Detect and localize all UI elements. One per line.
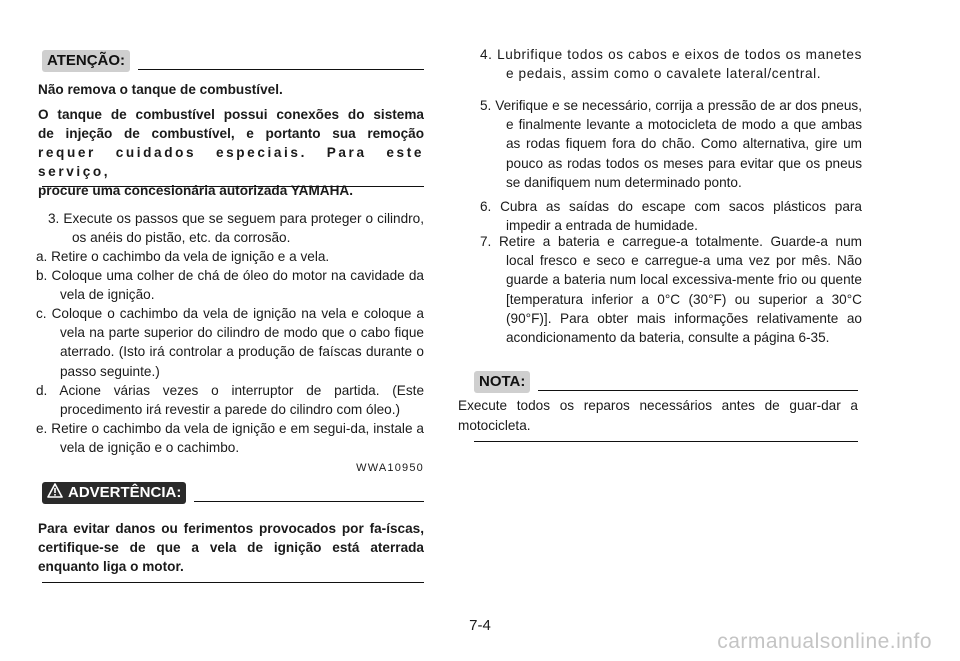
step-b: b. Coloque uma colher de chá de óleo do motor na cavidade da vela de ignição.	[36, 268, 424, 303]
attention-body-line: procure uma concesionária autorizada YAMAHA.	[38, 183, 354, 198]
attention-label: ATENÇÃO:	[42, 50, 130, 72]
attention-body-line: requer cuidados especiais. Para este serviço,	[38, 145, 424, 179]
step-4: 4. Lubrifique todos os cabos e eixos de todos os manetes e pedais, assim como o cavalete lateral/central.	[480, 47, 862, 82]
attention-title: Não remova o tanque de combustível.	[38, 82, 283, 97]
step-d: d. Acione várias vezes o interruptor de partida. (Este procedimento irá revestir a parede do cilindro com óleo.)	[36, 383, 424, 418]
warning-label: ADVERTÊNCIA:	[68, 484, 182, 501]
watermark: carmanualsonline.info	[717, 630, 932, 653]
warning-label-badge	[42, 482, 186, 504]
warning-header	[42, 482, 424, 504]
warning-code: WWA10950	[356, 462, 424, 474]
step-c: c. Coloque o cachimbo da vela de ignição na vela e coloque a vela na parte superior do cilindro de modo que o cabo fique aterrado. (Isto irá controlar a produção de faíscas durante o passo seguinte.)	[36, 306, 424, 379]
page-number: 7-4	[469, 617, 491, 634]
attention-body-line: de injeção de combustível, e portanto sua remoção	[38, 126, 424, 141]
attention-end-rule	[42, 186, 424, 187]
attention-header	[42, 50, 424, 72]
note-header-rule	[538, 390, 858, 391]
note-label: NOTA:	[474, 371, 530, 393]
step-6: 6. Cubra as saídas do escape com sacos plásticos para impedir a entrada de humidade.	[480, 199, 862, 234]
step-e: e. Retire o cachimbo da vela de ignição e em segui-da, instale a vela de ignição e o cachimbo.	[36, 421, 424, 456]
attention-body-line: O tanque de combustível possui conexões do sistema	[38, 107, 424, 122]
note-end-rule	[474, 441, 858, 442]
step-3: 3. Execute os passos que se seguem para proteger o cilindro, os anéis do pistão, etc. da corrosão.	[48, 211, 424, 246]
note-body: Execute todos os reparos necessários antes de guar-dar a motocicleta.	[458, 398, 858, 433]
warning-header-rule	[194, 501, 424, 502]
attention-header-rule	[138, 69, 424, 70]
warning-end-rule	[42, 582, 424, 583]
note-header	[474, 371, 858, 393]
warning-triangle-icon	[47, 483, 63, 498]
warning-body: Para evitar danos ou ferimentos provocados por fa-íscas, certifique-se de que a vela de ignição está aterrada enquanto liga o motor.	[38, 521, 424, 574]
step-7: 7. Retire a bateria e carregue-a totalmente. Guarde-a num local fresco e seco e carregue-a uma vez por mês. Não guarde a bateria num local excessiva-mente frio ou quente [temperatura inferior a 0°C (30°F) ou superior a 30°C (90°F)]. Para obter mais informações relativamente ao acondicionamento da bateria, consulte a página 6-35.	[480, 234, 862, 346]
step-5: 5. Verifique e se necessário, corrija a pressão de ar dos pneus, e finalmente levante a motocicleta de modo a que ambas as rodas fiquem fora do chão. Como alternativa, gire um pouco as rodas todos os meses para evitar que os pneus se danifiquem num determinado ponto.	[480, 98, 862, 190]
step-a: a. Retire o cachimbo da vela de ignição e a vela.	[36, 249, 330, 264]
